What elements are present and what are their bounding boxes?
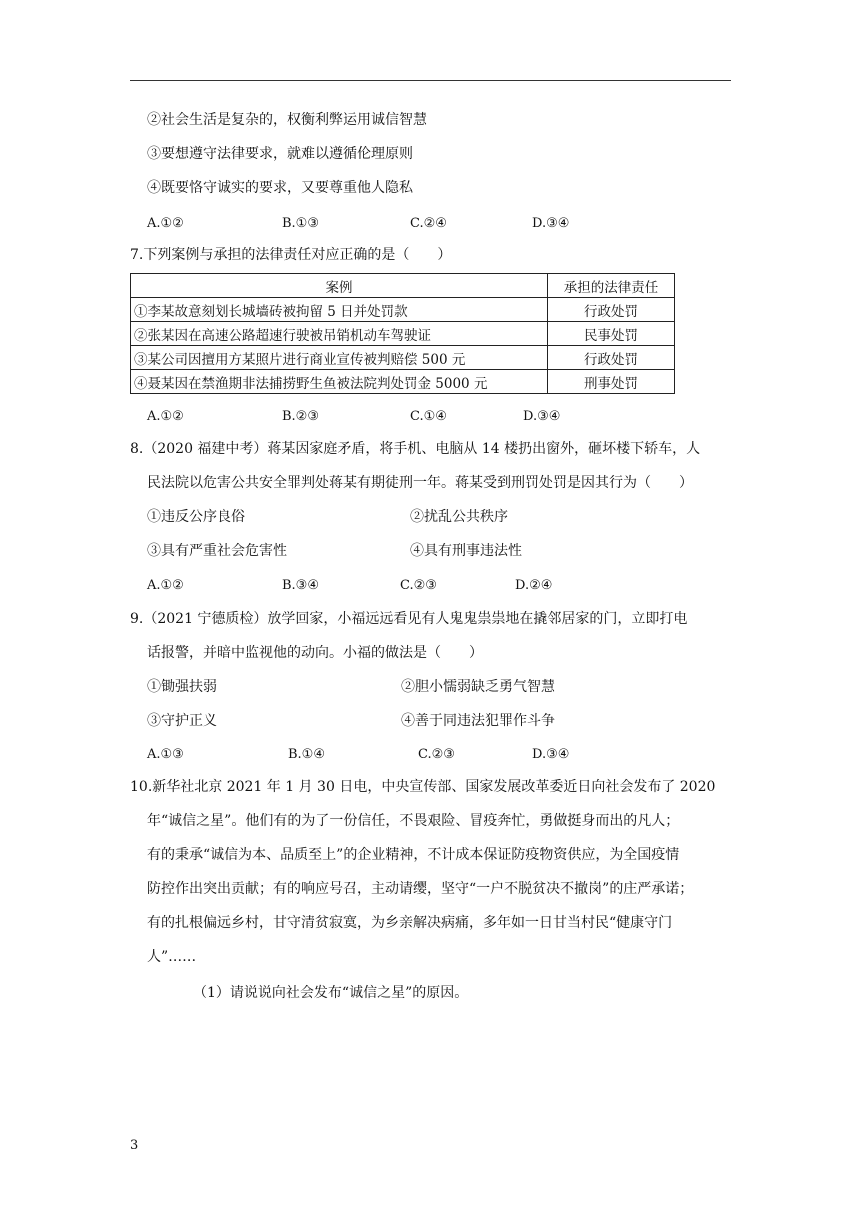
q8-option-b: B.③④ xyxy=(282,578,319,593)
q9-item-1: ①锄强扶弱 xyxy=(147,679,217,695)
q9-option-c: C.②③ xyxy=(418,747,455,762)
table-row xyxy=(131,298,675,322)
q8-item-3: ③具有严重社会危害性 xyxy=(147,543,287,559)
table-cell-case: ②张某因在高速公路超速行驶被吊销机动车驾驶证 xyxy=(131,322,548,346)
table-header-case: 案例 xyxy=(131,274,548,298)
q6-option-c: C.②④ xyxy=(410,216,447,231)
q9-stem-line-2: 话报警，并暗中监视他的动向。小福的做法是（ ） xyxy=(147,645,483,661)
q10-stem-line-1: 10.新华社北京 2021 年 1 月 30 日电，中央宣传部、国家发展改革委近日向社会发布了 2020 xyxy=(130,779,716,795)
table-cell-liability: 刑事处罚 xyxy=(548,370,675,394)
q10-stem-line-6: 人”…… xyxy=(147,949,197,965)
q6-item-2: ②社会生活是复杂的，权衡利弊运用诚信智慧 xyxy=(147,112,427,128)
q8-item-2: ②扰乱公共秩序 xyxy=(410,509,508,525)
q7-table xyxy=(130,273,675,394)
q6-option-b: B.①③ xyxy=(282,216,319,231)
table-header-row xyxy=(131,274,675,298)
q6-option-d: D.③④ xyxy=(532,216,570,231)
table-cell-case: ④聂某因在禁渔期非法捕捞野生鱼被法院判处罚金 5000 元 xyxy=(131,370,548,394)
q10-sub-question-1: （1）请说说向社会发布“诚信之星”的原因。 xyxy=(193,985,469,1001)
table-row xyxy=(131,346,675,370)
q7-stem: 7.下列案例与承担的法律责任对应正确的是（ ） xyxy=(130,247,452,263)
q8-item-1: ①违反公序良俗 xyxy=(147,509,245,525)
table-cell-liability: 行政处罚 xyxy=(548,346,675,370)
q6-item-4: ④既要恪守诚实的要求，又要尊重他人隐私 xyxy=(147,180,413,196)
q9-item-3: ③守护正义 xyxy=(147,713,217,729)
q6-item-3: ③要想遵守法律要求，就难以遵循伦理原则 xyxy=(147,146,413,162)
q8-option-d: D.②④ xyxy=(515,578,553,593)
table-header-liability: 承担的法律责任 xyxy=(548,274,675,298)
q9-item-2: ②胆小懦弱缺乏勇气智慧 xyxy=(401,679,555,695)
q7-option-b: B.②③ xyxy=(282,409,319,424)
q10-stem-line-2: 年“诚信之星”。他们有的为了一份信任，不畏艰险、冒疫奔忙，勇做挺身而出的凡人； xyxy=(147,813,680,829)
table-row xyxy=(131,322,675,346)
q9-item-4: ④善于同违法犯罪作斗争 xyxy=(401,713,555,729)
table-cell-case: ①李某故意刻划长城墙砖被拘留 5 日并处罚款 xyxy=(131,298,548,322)
q8-stem-line-2: 民法院以危害公共安全罪判处蒋某有期徒刑一年。蒋某受到刑罚处罚是因其行为（ ） xyxy=(147,475,693,491)
q6-option-a: A.①② xyxy=(147,216,184,231)
q9-option-a: A.①③ xyxy=(147,747,184,762)
q10-stem-line-5: 有的扎根偏远乡村，甘守清贫寂寞，为乡亲解决病痛，多年如一日甘当村民“健康守门 xyxy=(147,915,673,931)
q9-option-b: B.①④ xyxy=(288,747,325,762)
q8-option-c: C.②③ xyxy=(400,578,437,593)
q10-stem-line-4: 防控作出突出贡献；有的响应号召，主动请缨，坚守“一户不脱贫决不撤岗”的庄严承诺； xyxy=(147,881,694,897)
page-number: 3 xyxy=(130,1138,139,1153)
table-cell-liability: 行政处罚 xyxy=(548,298,675,322)
q10-stem-line-3: 有的秉承“诚信为本、品质至上”的企业精神，不计成本保证防疫物资供应，为全国疫情 xyxy=(147,847,680,863)
table-row xyxy=(131,370,675,394)
q8-option-a: A.①② xyxy=(147,578,184,593)
table-cell-case: ③某公司因擅用方某照片进行商业宣传被判赔偿 500 元 xyxy=(131,346,548,370)
q9-option-d: D.③④ xyxy=(532,747,570,762)
q7-option-c: C.①④ xyxy=(410,409,447,424)
header-rule xyxy=(130,80,731,81)
q7-option-a: A.①② xyxy=(147,409,184,424)
q9-stem-line-1: 9.（2021 宁德质检）放学回家，小福远远看见有人鬼鬼祟祟地在撬邻居家的门，立即打电 xyxy=(130,611,688,627)
q8-stem-line-1: 8.（2020 福建中考）蒋某因家庭矛盾，将手机、电脑从 14 楼扔出窗外，砸坏楼下轿车，人 xyxy=(130,441,701,457)
q8-item-4: ④具有刑事违法性 xyxy=(410,543,522,559)
q7-option-d: D.③④ xyxy=(523,409,561,424)
table-cell-liability: 民事处罚 xyxy=(548,322,675,346)
